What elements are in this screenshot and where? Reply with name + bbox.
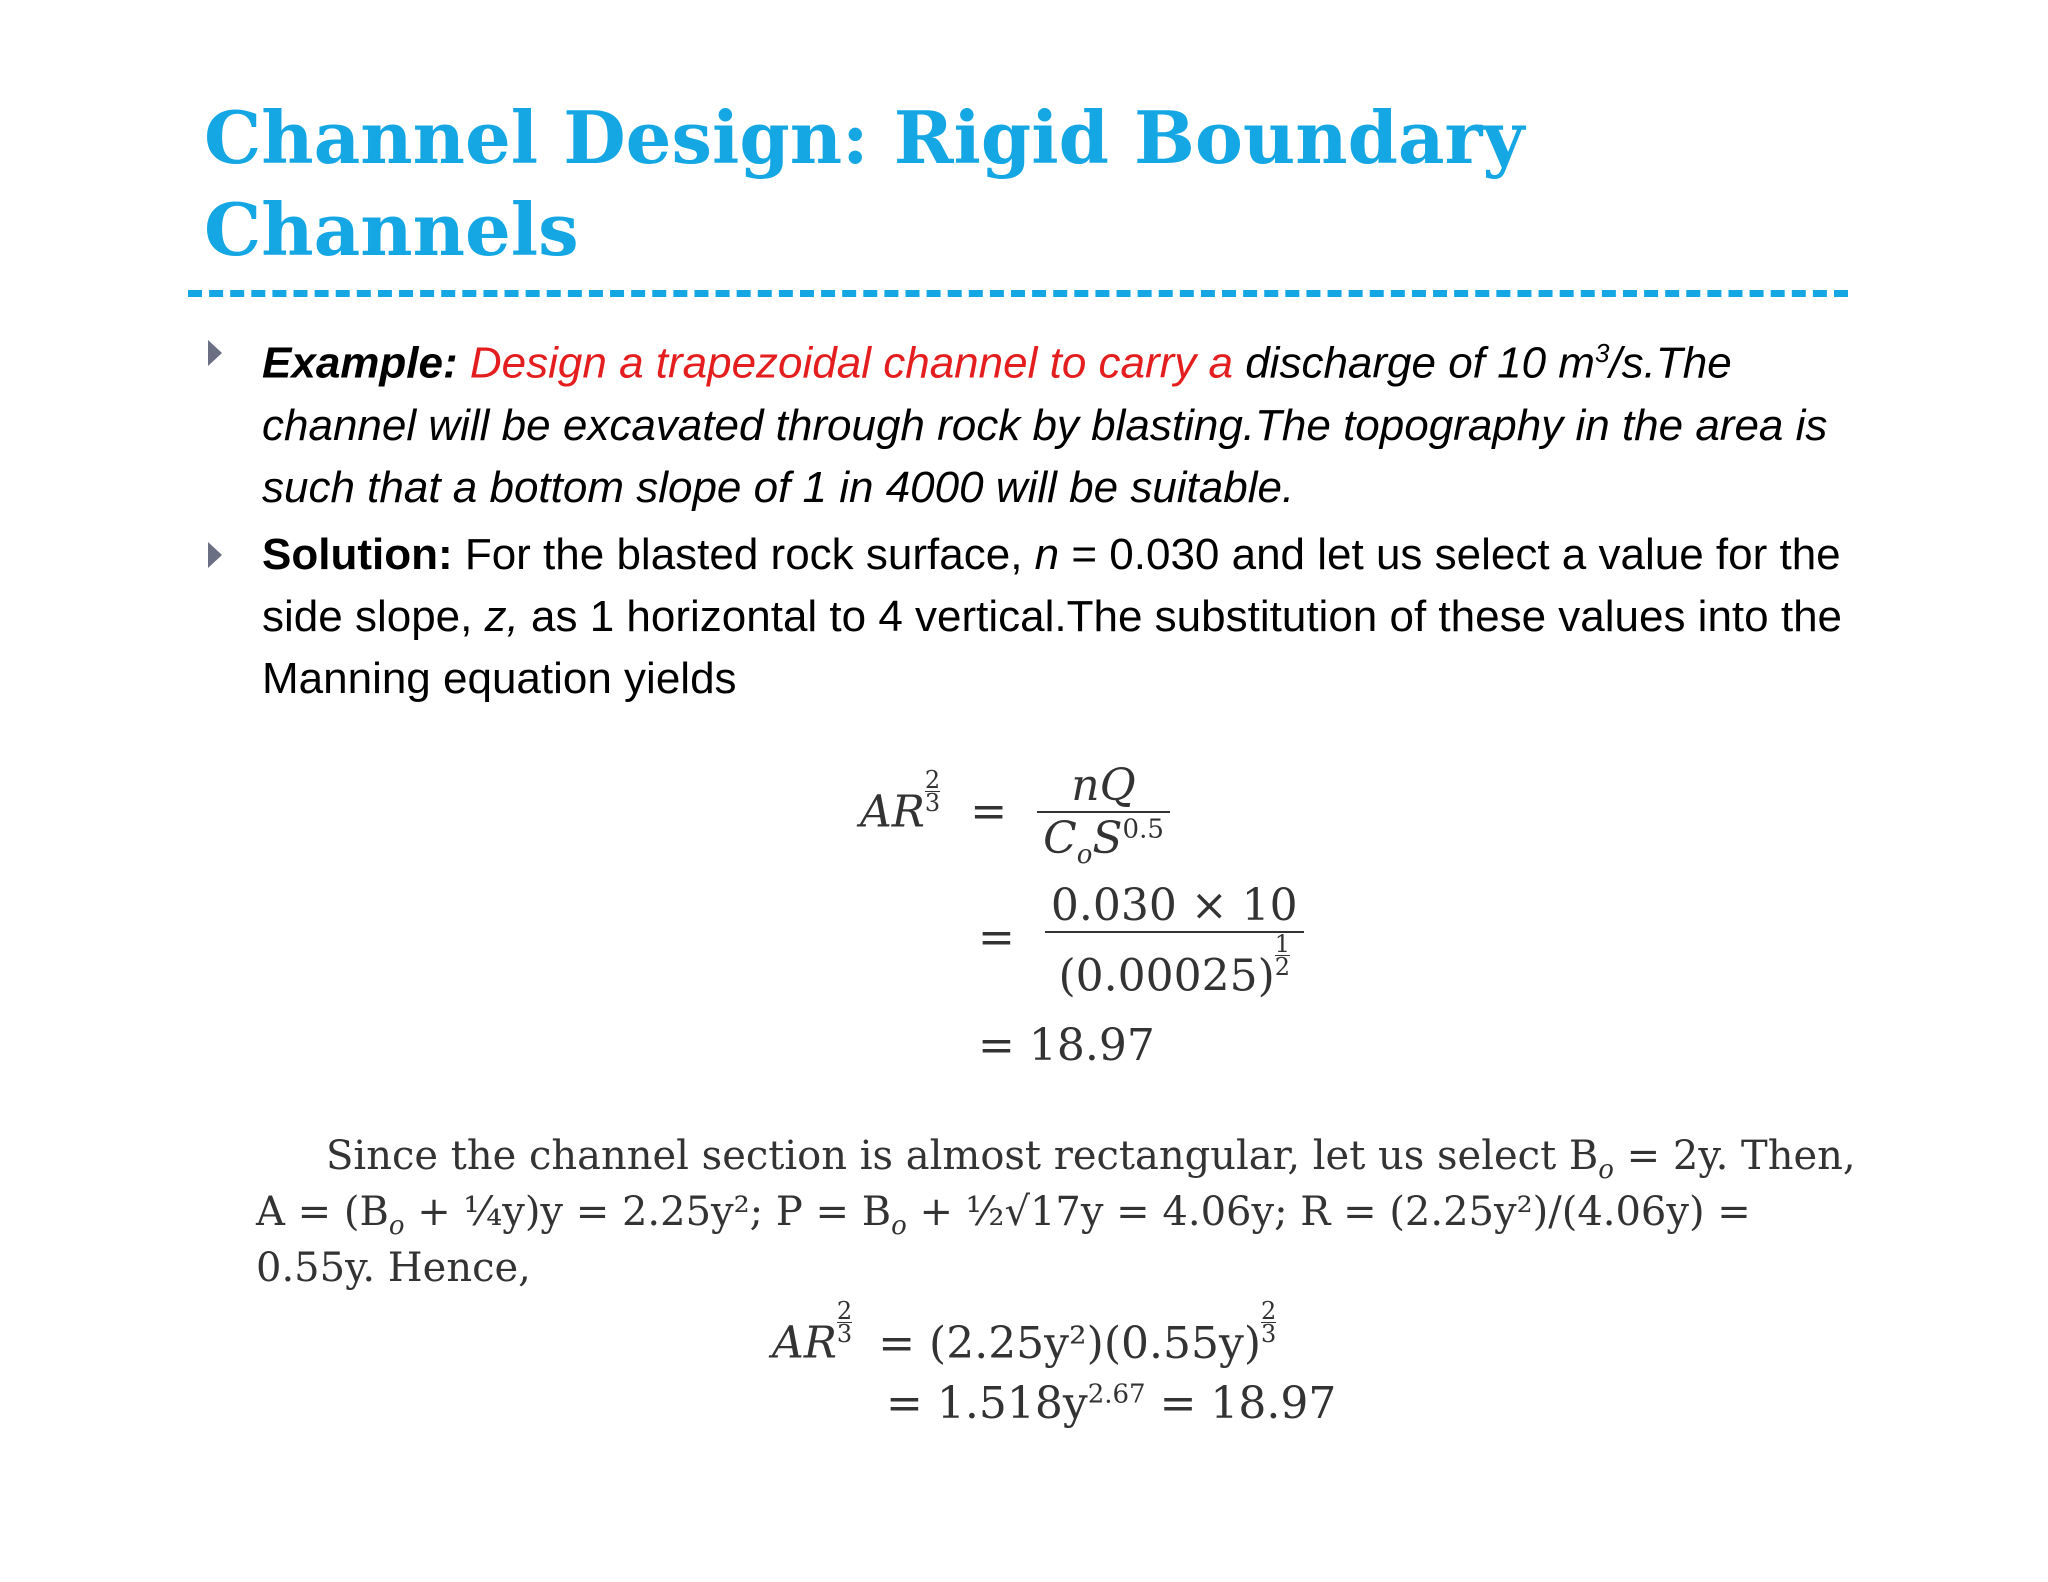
solution-paragraph [262, 524, 1852, 710]
eq1-row-1: AR $\frac{2}{3}$ = $\frac{nQ}{C_oS^{0.5}}$ [860, 760, 1170, 870]
title-line-2: Channels [204, 187, 579, 272]
eq1-lhs: AR [860, 786, 925, 838]
example-exponent: 3 [1594, 338, 1610, 368]
derivation-line-2: $A = (B_o$ + ¼y)y = 2.25y²; $P = B_o$ + ½√17y = 4.06y; R = (2.25y²)/(4.06y) = [256, 1189, 1751, 1241]
derivation-line-3: 0.55y. Hence, [256, 1245, 531, 1291]
solution-n: n [1034, 530, 1060, 579]
eq2-row-2: = $1.518y^{2.67} = 18.97$ [886, 1378, 1337, 1429]
title-line-1: Channel Design: Rigid Boundary [204, 95, 1525, 180]
example-text-2: /s.The channel will be excavated through rock by blasting.The topography in the area is such that a bottom slope of 1 in 4000 will be suitable. [262, 338, 1828, 512]
example-label: Example: [262, 338, 458, 388]
triangle-right-icon [208, 340, 222, 366]
eq1-fraction-2: 0.030 × 10 (0.00025) $\frac{1}{2}$ [1045, 880, 1304, 1002]
eq1-fraction-1: $\frac{nQ}{C_oS^{0.5}}$ [1037, 760, 1170, 870]
triangle-right-icon [208, 542, 222, 568]
solution-z: z, [484, 592, 519, 641]
derivation-line-1: Since the channel section is almost rectangular, let us select $B_o = 2y$. Then, [326, 1133, 1856, 1185]
example-highlight: Design a trapezoidal channel to carry a [469, 338, 1233, 388]
eq1-result: = 18.97 [978, 1020, 1155, 1071]
eq1-row-2: = 0.030 × 10 (0.00025) $\frac{1}{2}$ [978, 880, 1304, 1002]
eq2-row-1: AR $\frac{2}{3}$ = (2.25y²)(0.55y) $\frac{2}{3}$ [772, 1297, 1277, 1369]
solution-label: Solution: [262, 530, 453, 579]
solution-text-1: For the blasted rock surface, [452, 530, 1035, 579]
example-paragraph [262, 322, 1852, 519]
solution-text-3: as 1 horizontal to 4 vertical.The substitution of these values into the Manning equation yields [262, 592, 1843, 703]
example-text-1: discharge of 10 m [1232, 338, 1595, 388]
dashed-divider [188, 290, 1848, 297]
solution-text-2: = 0.030 and let us select a value for the side slope, [262, 530, 1841, 641]
slide-title [204, 92, 1804, 276]
